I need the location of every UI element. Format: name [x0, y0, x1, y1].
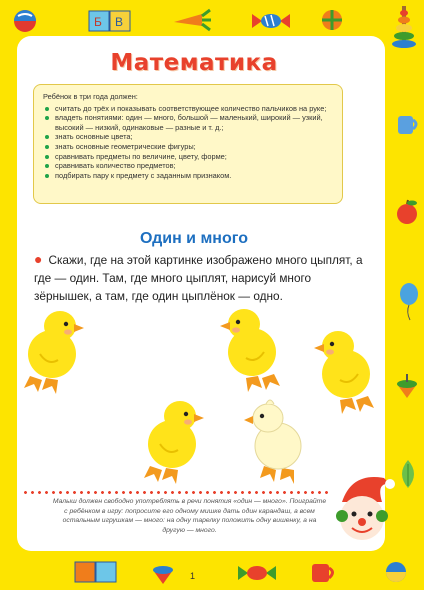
list-item: подбирать пару к предмету с заданным признаком. — [51, 171, 333, 181]
carrot-icon — [170, 8, 212, 32]
apple-icon — [394, 198, 420, 226]
list-item: знать основные геометрические фигуры; — [51, 142, 333, 152]
chick-yellow — [312, 322, 376, 414]
bullet-icon: ● — [34, 251, 43, 267]
cup-icon — [396, 112, 420, 138]
svg-text:Б: Б — [94, 15, 102, 29]
page-number: 1 — [190, 571, 196, 581]
task-text: Скажи, где на этой картинке изображено много цыплят, а где — один. Там, где много цыплят, нарисуй много зёрнышек, а там, где один цыплёнок — одно. — [34, 253, 363, 303]
requirements-heading: Ребёнок в три года должен: — [43, 92, 138, 101]
spinning-top-icon — [150, 560, 176, 586]
cup-icon — [310, 560, 338, 586]
requirements-box — [33, 84, 343, 204]
list-item: владеть понятиями: один — много, большой — маленький, широкий — узкий, высокий — низкий, одинаковые — разные и т. д.; — [51, 113, 333, 132]
list-item: считать до трёх и показывать соответствующее количество пальчиков на руке; — [51, 104, 333, 114]
task-instruction — [34, 250, 364, 305]
dotted-divider — [22, 491, 332, 494]
ball-icon — [12, 8, 38, 34]
list-item: сравнивать количество предметов; — [51, 161, 333, 171]
chick-yellow — [142, 392, 206, 484]
clown-icon — [332, 472, 396, 546]
candy-icon — [250, 10, 292, 32]
spinning-top-icon — [394, 372, 420, 400]
balloon-icon — [398, 282, 420, 322]
requirements-list — [43, 104, 333, 181]
abc-cubes-icon — [74, 560, 118, 584]
list-item: сравнивать предметы по величине, цвету, форме; — [51, 152, 333, 162]
chick-yellow — [22, 302, 86, 394]
chick-yellow — [218, 300, 282, 392]
svg-text:В: В — [115, 15, 124, 29]
ball-icon — [384, 560, 408, 584]
leaf-icon — [396, 458, 420, 490]
pyramid-toy-icon — [390, 4, 418, 50]
section-title: Один и много — [140, 230, 248, 247]
list-item: знать основные цвета; — [51, 132, 333, 142]
abc-cubes-icon — [88, 8, 132, 32]
page-title: Математика — [110, 50, 278, 76]
ball-icon — [320, 8, 344, 32]
candy-icon — [236, 562, 278, 584]
chick-white — [244, 392, 308, 484]
parent-hint: Малыш должен свободно употреблять в речи понятия «один — много». Поиграйте с ребёнком в игру: попросите его одному мишке дать один карандаш, а всем остальным игрушкам — много: на одну тарелку положить одну вишенку, а на другую — много. — [52, 498, 327, 534]
